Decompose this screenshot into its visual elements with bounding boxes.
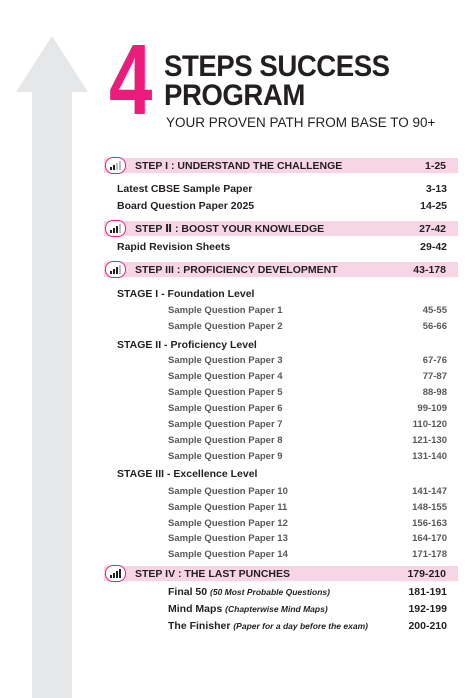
step-4-pages: 179-210 (407, 567, 446, 580)
item-label: Latest CBSE Sample Paper (117, 183, 253, 195)
title-line-2: PROGRAM (164, 79, 305, 112)
step-2-label: STEP Ⅱ : BOOST YOUR KNOWLEDGE (135, 222, 325, 235)
list-item (168, 451, 447, 464)
step-3-pages: 43-178 (413, 263, 446, 276)
list-item (168, 355, 447, 368)
item-label: Sample Question Paper 13 (168, 533, 288, 544)
list-item (168, 586, 447, 600)
item-pages: 148-155 (412, 502, 447, 513)
item-label: Sample Question Paper 6 (168, 403, 283, 414)
step-1-pages: 1-25 (424, 159, 446, 172)
item-label: Sample Question Paper 3 (168, 355, 283, 366)
item-label: Sample Question Paper 10 (168, 486, 288, 497)
item-label: Sample Question Paper 8 (168, 435, 283, 446)
stage-3-label: STAGE III - Excellence Level (117, 468, 258, 480)
signal-bars-icon (105, 157, 126, 174)
item-label (168, 620, 368, 632)
item-pages: 181-191 (408, 586, 447, 598)
item-pages: 141-147 (412, 486, 447, 497)
item-pages: 200-210 (408, 620, 447, 632)
list-item (168, 486, 447, 499)
list-item (168, 403, 447, 416)
item-pages: 45-55 (422, 305, 447, 316)
step-3-bar (104, 262, 458, 277)
page-title (164, 52, 390, 110)
item-label: Sample Question Paper 9 (168, 451, 283, 462)
step-4-bar (104, 566, 458, 581)
step-2-bar (104, 221, 458, 236)
item-label: Sample Question Paper 1 (168, 305, 283, 316)
item-label (168, 586, 330, 598)
item-pages: 164-170 (412, 533, 447, 544)
step-1-label: STEP I : UNDERSTAND THE CHALLENGE (135, 159, 343, 172)
item-pages: 88-98 (422, 387, 447, 398)
list-item (168, 549, 447, 562)
list-item (168, 620, 447, 634)
list-item (117, 241, 447, 255)
step-2-pages: 27-42 (419, 222, 446, 235)
list-item (168, 603, 447, 617)
list-item (168, 387, 447, 400)
item-title: Final 50 (168, 586, 211, 598)
item-pages: 29-42 (420, 241, 447, 253)
title-line-1: STEPS SUCCESS (164, 50, 390, 83)
item-pages: 3-13 (425, 183, 447, 195)
item-pages: 171-178 (412, 549, 447, 560)
page-subtitle: YOUR PROVEN PATH FROM BASE TO 90+ (166, 115, 436, 130)
stage-1-label: STAGE I - Foundation Level (117, 288, 255, 300)
list-item (168, 435, 447, 448)
item-label: Sample Question Paper 12 (168, 518, 288, 529)
signal-bars-icon (105, 261, 126, 278)
item-label: Sample Question Paper 5 (168, 387, 283, 398)
step-1-bar (104, 158, 458, 173)
step-4-label: STEP IV : THE LAST PUNCHES (135, 567, 290, 580)
item-pages: 121-130 (412, 435, 447, 446)
background-arrow (0, 0, 100, 698)
list-item (168, 518, 447, 531)
item-pages: 56-66 (422, 321, 447, 332)
list-item (168, 305, 447, 318)
list-item (117, 183, 447, 197)
list-item (168, 371, 447, 384)
signal-bars-icon (105, 220, 126, 237)
item-note: (Paper for a day before the exam) (233, 621, 368, 631)
item-label: Sample Question Paper 11 (168, 502, 288, 513)
item-label: Board Question Paper 2025 (117, 200, 255, 212)
list-item (168, 502, 447, 515)
item-label: Sample Question Paper 14 (168, 549, 288, 560)
list-item (168, 419, 447, 432)
item-pages: 77-87 (422, 371, 447, 382)
list-item (168, 321, 447, 334)
item-pages: 67-76 (422, 355, 447, 366)
item-label (168, 603, 328, 615)
item-pages: 156-163 (412, 518, 447, 529)
item-label: Sample Question Paper 7 (168, 419, 283, 430)
item-pages: 192-199 (408, 603, 447, 615)
item-title: The Finisher (168, 620, 234, 632)
list-item (168, 533, 447, 546)
item-label: Sample Question Paper 2 (168, 321, 283, 332)
stage-2-label: STAGE II - Proficiency Level (117, 339, 257, 351)
hero-number: 4 (109, 24, 150, 136)
item-pages: 110-120 (412, 419, 447, 430)
item-pages: 14-25 (420, 200, 447, 212)
signal-bars-icon (105, 565, 126, 582)
list-item (117, 200, 447, 214)
item-note: (50 Most Probable Questions) (210, 587, 330, 597)
item-pages: 131-140 (412, 451, 447, 462)
item-note: (Chapterwise Mind Maps) (225, 604, 328, 614)
item-label: Sample Question Paper 4 (168, 371, 283, 382)
item-title: Mind Maps (168, 603, 226, 615)
item-label: Rapid Revision Sheets (117, 241, 231, 253)
step-3-label: STEP III : PROFICIENCY DEVELOPMENT (135, 263, 338, 276)
item-pages: 99-109 (417, 403, 447, 414)
